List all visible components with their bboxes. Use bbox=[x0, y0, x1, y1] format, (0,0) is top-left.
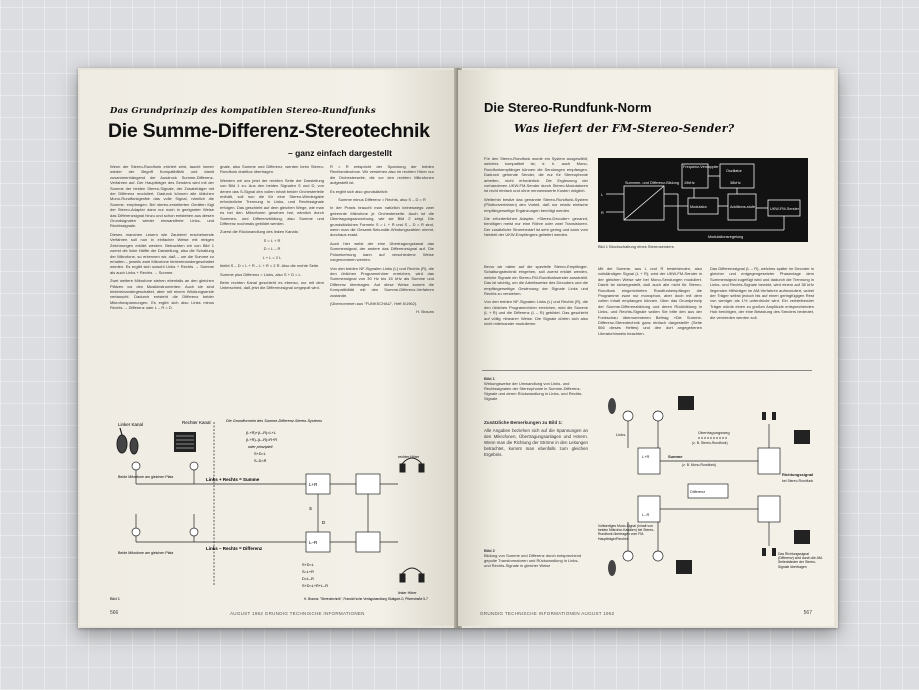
bild2-caption-block bbox=[484, 548, 584, 568]
fig2-LplusR: L+R bbox=[642, 454, 650, 459]
bottom-formula-3: D=L–R bbox=[302, 577, 314, 581]
paragraph: Von den beiden NF-Signalen Links (L) und Rechts (R), die den üblichen Programmhörer erreichen, wird die Summe (L + R) und die Differenz (L – R) gebildet. Das geschieht auf völlig »lineare« Weise. Die Signale dürfen sich also nicht miteinander modulieren. bbox=[484, 299, 588, 327]
left-listener-label: linker Hörer bbox=[398, 591, 417, 595]
figure-1-ref: H. Brauns: "Stereotechnik", Franckh'sche Verlagshandlung Stuttgart-O, Pfizerstraße 5-7 bbox=[304, 597, 428, 601]
fig2-richtung-note: Das Richtungssignal (Differenz) wird durch die AM-Seitenbänder der Stereo-Signale übertragen bbox=[778, 552, 823, 569]
paragraph: Für den Stereo-Rundfunk wurde ein System ausgewählt, welches kompatibel ist, d. h. auch Mono-Rundfunkempfänger können die Sendungen empfangen. Dadurch gehende Sender, die nur für Stereophonie arbeiten, nicht erforderlich. Die Ergänzung der vorhandenen UKW-FM-Sender durch Stereo-Modulatoren ist recht einfach und ohne nennenswerte Kosten möglich. bbox=[484, 156, 588, 194]
figure-2-diagram bbox=[598, 376, 824, 586]
bild1b-caption: Wirkungsweise der Umwandlung von Links- und Rechtssignalen der Stereophonie in Summe-Differenz-Signale und deren Rückwandlung in Links- und Rechts-Signale bbox=[484, 381, 583, 401]
fig2-richtung: Richtungssignal bbox=[782, 472, 814, 477]
paragraph: R = R entspricht der Spannung der beiden Rechtsmikrofone. Wir verstehen also im rechten Hörer nur die Orchesterseite, die vor den rechten Mikrofonen aufgestellt ist. bbox=[330, 164, 434, 186]
page-number: 567 bbox=[803, 610, 812, 616]
block-freq-label: Frequenz-Verdoppler bbox=[683, 165, 719, 169]
accordion-icon bbox=[174, 432, 196, 452]
block-ukw-label: UKW-FM-Sender bbox=[770, 207, 800, 211]
section-divider bbox=[482, 370, 812, 371]
bottom-formula-2: S=L+R bbox=[302, 570, 314, 574]
figure-1-label: Bild 1 bbox=[110, 596, 121, 601]
paragraph: Bevor wir näher auf die spezielle Stereo-Empfänger-Schaltungstechnik eingehen, soll zuerst erklärt werden, welche Signale ein Stereo-FM-Rundfunksender ausstrahlt. Das ist wichtig, um die Arbeitsweise des Decoders und die empfängerseitige Gewinnung der Signale Links und Rechts zu verstehen. bbox=[484, 264, 588, 297]
paragraph: Summe plus Differenz = Links, also S + D = L. bbox=[220, 271, 302, 277]
sum-line-label: Links + Rechts = Summe bbox=[206, 477, 260, 482]
paragraph: Beim rechten Kanal geschieht es ebenso, nur mit dem Unterschied, daß jetzt die Differenzsignal umgepolt wird. bbox=[220, 279, 324, 291]
page-number: 566 bbox=[110, 610, 119, 616]
headphone-icon bbox=[400, 458, 424, 582]
diff-line-label: Links – Rechts = Differenz bbox=[206, 546, 263, 551]
fig2-uebertragung-sub: (z. B. Stereo-Rundfunk) bbox=[692, 441, 728, 445]
fig2-LminusR: L–R bbox=[642, 512, 650, 517]
zusatz-block bbox=[484, 420, 588, 461]
paragraph: gnale, also Summe und Differenz, werden beim Stereo-Rundfunk drahtlos übertragen. bbox=[220, 164, 324, 175]
right-column-3 bbox=[710, 266, 814, 323]
formula-2: (L+R)–(L–R)=R+R bbox=[246, 438, 278, 442]
block-R-label: R bbox=[601, 211, 604, 215]
paragraph: Wenden wir uns jetzt der rechten Seite der Darstellung von Bild 1 zu: Aus den beiden Signalen S und D, von denen das S-Signal den vollen Inhalt beider Orchesterteile enthält, soll nun die für eine Stereo-Wiedergabe erforderliche Trennung in Links- und Rechtssignale erfolgen. Das geschieht auf dem gleichen Wege, wie man es bei den Mikrofonen gesehen hat, nämlich durch Summen- und Differenzbildung, also Summe und Differenz nochmals gebildet werden. bbox=[220, 177, 324, 227]
linker-kanal-label: Linker Kanal bbox=[118, 422, 144, 427]
citation: (Übernommen aus "FUNKSCHAU", Heft 5/1962). bbox=[330, 300, 418, 306]
zusatz-title: Zusätzliche Bemerkungen zu Bild 1: bbox=[484, 420, 563, 425]
rechter-kanal-label: Rechter Kanal bbox=[182, 420, 211, 425]
paragraph: Das Differenzsignal (L – R), welches später im Decoder in gleicher und entgegengesetzter Phasenlage dem Summensignal zugefügt wird und dadurch die Trennung in Links- und Rechts-Signale bewirkt, wird einem auf 38 kHz liegenden Hilfsträger im AM-Verfahren aufmoduliert, wobei der Träger selbst jedoch bis auf einen geringfügigen Rest von weniger als 1% unterdrückt wird. Ein verbleibender Träger würde einen zu großen Amplitude entsprechenden Hub benötigen, der eine Belastung des Senders bedeutet, die vermieden werden soll. bbox=[710, 266, 814, 320]
right-column-2 bbox=[598, 266, 702, 339]
block-38khz-label: 38kHz bbox=[730, 181, 741, 185]
fig2-links: Links bbox=[616, 432, 626, 437]
formula-4: S+D=L bbox=[254, 452, 266, 456]
left-page bbox=[80, 70, 456, 626]
fig2-summe-sub: (z. B. Mono-Rundfunk) bbox=[682, 463, 717, 467]
paragraph: Es ergibt sich also grundsätzlich: bbox=[330, 188, 389, 194]
paragraph: Zwei weitere Mikrofone stehen ebenfalls an den gleichen Plätzen vor den Musikinstrumenten. Auch sie sind hintereinandergeschaltet, aber mit einem Wicklungsende vertauscht. Dadurch entsteht die Differenz beider Mikrofonspannungen. Es ergibt sich also Links minus Rechts → Differenz oder L – R = D. bbox=[110, 278, 214, 311]
fig2-summe: Summe bbox=[668, 454, 683, 459]
formula-5: S–D=R bbox=[254, 459, 267, 463]
formula: Summe minus Differenz = Rechts, also S – D = R bbox=[338, 197, 426, 203]
fig2-differenz: Differenz bbox=[690, 490, 706, 494]
diff-short-label: L–R bbox=[309, 540, 318, 545]
left-column-2 bbox=[220, 164, 324, 294]
paragraph: In der Praxis braucht man natürlich keineswegs zwei getrennte Mikrofone je Orchesterseite. Auch ist die Übertragungsanordnung, wie sie Bild 2 zeigt. Die grundsätzlichen Formeln S = L + R und S – D = R sind, wenn man die Gesamt-Sekundär-Windungszahlen nimmt, durchaus exakt. bbox=[330, 205, 434, 238]
formula-1: (L+R)+(L–R)=L+L bbox=[246, 431, 276, 435]
S-label: S bbox=[309, 506, 313, 511]
formula: L + L = 2 L bbox=[262, 254, 282, 260]
fig2-vollwert: Vollwertiges Mono-Signal (Inhalt von beiden Mikrofon-Kanälen) bei Stereo-Rundfunk übertragen vom FM-Hauptträger bbox=[598, 524, 655, 541]
block-diagram-stereo-sender bbox=[598, 158, 808, 242]
paragraph: Die erforderlichen Adapter, »Stereo-Decoder« genannt, benötigen meist nur eine Röhre oder zwei Transistoren. Der zusätzliche Strombedarf ist sehr gering und kann vom Netzteil der UKW-Empfängers geliefert werden. bbox=[484, 216, 588, 238]
fig2-uebertragung: Übertragungsweg bbox=[698, 430, 730, 435]
paragraph: Zuerst die Rückwandlung des linken Kanals: bbox=[220, 229, 299, 235]
open-magazine bbox=[78, 68, 838, 628]
bild1-caption: Bild 1 Blockschaltung eines Stereosenders bbox=[598, 244, 674, 249]
formula-3: oder prinzipiell bbox=[248, 445, 273, 449]
bild1b-label: Bild 1 bbox=[484, 376, 495, 381]
fig2-richtung-sub: bei Stereo-Rundfunk bbox=[782, 479, 814, 483]
mic-label-right: Beide Mikrofone am gleichen Platz bbox=[118, 551, 174, 555]
block-modlim-label: Modulationsregelung bbox=[708, 235, 744, 239]
left-column-1 bbox=[110, 164, 214, 314]
paragraph: Weiterhin besitzt das genannte Stereo-Rundfunk-System (Pilottonverfahren) den Vorteil, daß nur relativ einfache empfängerseitige Ergänzungen benötigt werden. bbox=[484, 196, 588, 213]
paragraph: Dieses manchen Lesern wie Zauberei erscheinende Verfahren soll nun in einfacher Weise mit einigen Zeichnungen erklärt werden. Betrachten wir von Bild 1 zuerst die linke Hälfte der Darstellung, also die Schaltung der Mikrofone, so erkennen wir, daß – um die Summe zu erhalten – jeweils zwei Mikrofone hintereinandergeschaltet werden. Es ergibt sich sowohl Links + Rechts → Summe als auch Links + Rechts → Summe. bbox=[110, 231, 214, 275]
bild1b-caption-block bbox=[484, 376, 594, 401]
bild2-caption: Bildung von Summe und Differenz durch entsprechend gepolte Transformatoren und Rückwandlung in Links- und Rechts-Signale in gleicher Weise bbox=[484, 553, 582, 568]
paragraph: Von den beiden NF-Signalen Links (L) und Rechts (R), die den üblichen Programmhörer erreichen, wird das Summensignal von 30 Hz bis 15 kHz als Summe und Differenz übertragen. Auf diese Weise kommt die Kompatibilität mit den Summe-Differenz-Verfahren zustande. bbox=[330, 265, 434, 298]
right-column-1 bbox=[484, 156, 588, 241]
block-L-label: L bbox=[601, 193, 604, 197]
block-add-label: Additions-stufe bbox=[730, 205, 756, 209]
formula: D = L – R bbox=[263, 246, 281, 252]
paragraph: bleibt S – D = L + R – L + R = 2 R. Also die rechte Seite. bbox=[220, 263, 320, 269]
right-column-1b bbox=[484, 264, 588, 329]
left-supertitle: Das Grundprinzip des kompatiblen Stereo-Rundfunks bbox=[110, 106, 376, 116]
zusatz-text: Alle Angaben beziehen sich auf die Spannungen an den Mikrofonen, Übertragungsanlagen und Hörern. Wenn man die Richtung der Ströme in den Leitungen betrachtet, kommt man ebenfalls zum gleichen Ergebnis. bbox=[484, 428, 588, 458]
block-sd-label: Summen- und Differenz-Bildung bbox=[625, 181, 679, 185]
block-19khz-label: 19kHz bbox=[684, 181, 695, 185]
page-footer: GRUNDIG TECHNISCHE INFORMATIONEN AUGUST 1962 bbox=[480, 611, 615, 616]
bottom-formula-1: S+D=L bbox=[302, 563, 314, 567]
right-title: Die Stereo-Rundfunk-Norm bbox=[484, 100, 652, 115]
author: H. Brauns bbox=[416, 309, 434, 315]
fig2-rechts: Rechts bbox=[616, 536, 629, 541]
bottom-formula-4: S+D=L+R+L–R bbox=[302, 584, 328, 588]
sum-short-label: L+R bbox=[309, 482, 318, 487]
D-label: D bbox=[322, 520, 326, 525]
block-mod-label: Modulator bbox=[690, 205, 707, 209]
principle-title: Die Grundformeln des Summe-Differenz-Stereo-Systems bbox=[226, 419, 323, 423]
block-osc-label: Oszillator bbox=[726, 169, 742, 173]
violin-icon bbox=[117, 428, 138, 454]
right-supertitle: Was liefert der FM-Stereo-Sender? bbox=[514, 122, 735, 135]
formula: S = L + R bbox=[263, 237, 281, 243]
left-subtitle: – ganz einfach dargestellt bbox=[288, 148, 392, 158]
left-column-3 bbox=[330, 164, 434, 318]
paragraph: Auch hier weist der eine Übertragungskanal das Summensignal, der andere das Differenzsignal auf. Die Polumkehrung kann auf verschiedene Weise vorgenommen werden. bbox=[330, 240, 434, 263]
figure-1-diagram bbox=[106, 414, 436, 604]
mic-label-left: Beide Mikrofone am gleichen Platz bbox=[118, 475, 174, 479]
paragraph: Mit der Summe, aus L und R bestehenden, also vollständigen Signal (L + R), wird der UKW-FM-Sender in der gleichen Weise wie bei Mono-Sendungen moduliert. Damit ist sichergestellt, daß auch alle nicht für Stereo-Rundfunk eingerichteten Rundfunkempfänger die Programme zwar nur monophon, aber doch mit dem vollen Inhalt empfangen können. Über das Grundprinzip der Summe-Differenzbildung und deren Rückbildung in Links- und Rechts-Signale wollen Sie bitte den aus der Funkschau übernommenen Beitrag »Die Summe-Differenz-Stereotechnik ganz einfach dargestellt« (Seite 566 dieses Heftes) und den dort angegebenen Literaturhinweis beachten. bbox=[598, 266, 702, 336]
page-footer: AUGUST 1962 GRUNDIG TECHNISCHE INFORMATIONEN bbox=[230, 611, 365, 616]
paragraph: Wenn der Stereo-Rundfunk erörtert wird, taucht immer wieder der Begriff Kompatibilität und damit zusammenhängend der Ausdruck Summe-Differenz-Verfahren auf. Der Hauptträger des Senders wird mit der Summe der beiden Stereo-Signale, der Zusatzträger mit der Differenz moduliert. Dadurck können alle üblichen Mono-Rundfunkgeräte das volle Signal, nämlich die Summe, empfangen. Bei stereo-erweiterten Geräten fügt der Stereo-Adapter dann nur noch in geeigneter Weise das Differenzsignal hinzu und schon entstehen aus diesen Grundsignalen wieder einwandfreie Links- und Rechtssignale. bbox=[110, 164, 214, 229]
bild2-label: Bild 2 bbox=[484, 548, 495, 553]
right-page bbox=[458, 70, 834, 626]
left-title: Die Summe-Differenz-Stereotechnik bbox=[108, 120, 430, 142]
right-listener-label: rechter Hörer bbox=[398, 455, 420, 459]
